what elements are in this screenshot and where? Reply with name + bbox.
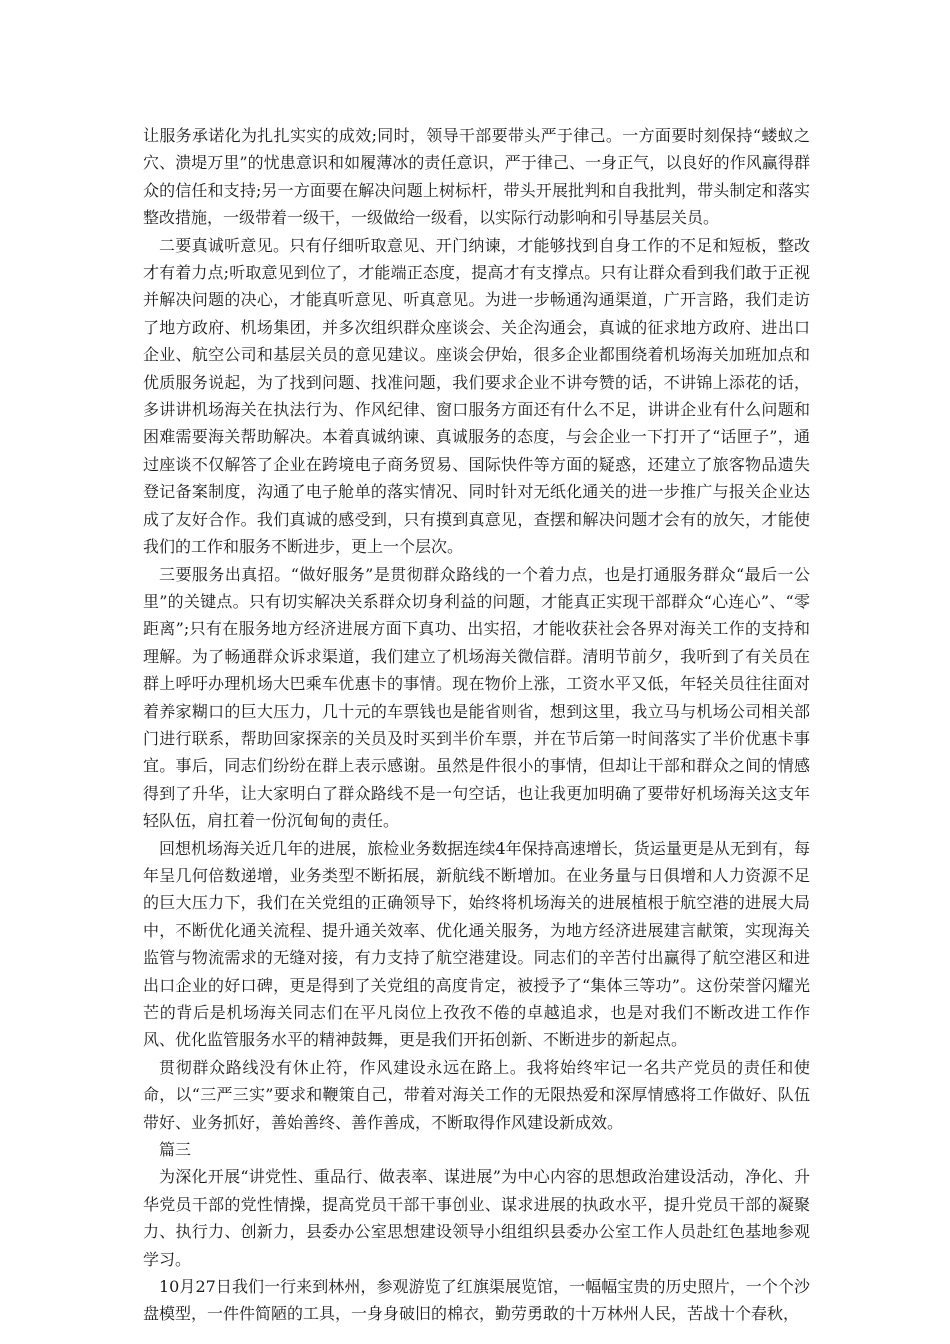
section-heading: 篇三 <box>159 1140 192 1160</box>
paragraph: 让服务承诺化为扎扎实实的成效;同时，领导干部要带头严于律己。一方面要时刻保持“蝼蚁之穴、溃堤万里”的忧患意识和如履薄冰的责任意识，严于律己、一身正气，以良好的作风赢得群众的信任和支持;另一方面要在解决问题上树标杆，带头开展批判和自我批判，带头制定和落实整改措施，一级带着一级干，一级做给一级看，以实际行动影响和引导基层关员。 <box>143 126 810 228</box>
paragraph: 三要服务出真招。“做好服务”是贯彻群众路线的一个着力点，也是打通服务群众“最后一公里”的关键点。只有切实解决关系群众切身利益的问题，才能真正实现干部群众“心连心”、“零距离”;只有在服务地方经济进展方面下真功、出实招，才能收获社会各界对海关工作的支持和理解。为了畅通群众诉求渠道，我们建立了机场海关微信群。清明节前夕，我听到了有关员在群上呼吁办理机场大巴乘车优惠卡的事情。现在物价上涨，工资水平又低，年轻关员往往面对着养家糊口的巨大压力，几十元的车票钱也是能省则省，想到这里，我立马与机场公司相关部门进行联系，帮助回家探亲的关员及时买到半价车票，并在节后第一时间落实了半价优惠卡事宜。事后，同志们纷纷在群上表示感谢。虽然是件很小的事情，但却让干部和群众之间的情感得到了升华，让大家明白了群众路线不是一句空话，也让我更加明确了要带好机场海关这支年轻队伍，肩扛着一份沉甸甸的责任。 <box>143 564 810 831</box>
paragraph: 为深化开展“讲党性、重品行、做表率、谋进展”为中心内容的思想政治建设活动，净化、升华党员干部的党性情操，提高党员干部干事创业、谋求进展的执政水平，提升党员干部的凝聚力、执行力、创新力，县委办公室思想建设领导小组组织县委办公室工作人员赴红色基地参观学习。 <box>143 1167 810 1269</box>
paragraph: 回想机场海关近几年的进展，旅检业务数据连续4年保持高速增长，货运量更是从无到有，每年呈几何倍数递增，业务类型不断拓展，新航线不断增加。在业务量与日俱增和人力资源不足的巨大压力下，我们在关党组的正确领导下，始终将机场海关的进展植根于航空港的进展大局中，不断优化通关流程、提升通关效率、优化通关服务，为地方经济进展建言献策，实现海关监管与物流需求的无缝对接，有力支持了航空港建设。同志们的辛苦付出赢得了航空港区和进出口企业的好口碑，更是得到了关党组的高度肯定，被授予了“集体三等功”。这份荣誉闪耀光芒的背后是机场海关同志们在平凡岗位上孜孜不倦的卓越追求，也是对我们不断改进工作作风、优化监管服务水平的精神鼓舞，更是我们开拓创新、不断进步的新起点。 <box>143 838 810 1050</box>
paragraph: 贯彻群众路线没有休止符，作风建设永远在路上。我将始终牢记一名共产党员的责任和使命，以“三严三实”要求和鞭策自己，带着对海关工作的无限热爱和深厚情感将工作做好、队伍带好、业务抓好，善始善终、善作善成，不断取得作风建设新成效。 <box>143 1057 810 1132</box>
paragraph: 二要真诚听意见。只有仔细听取意见、开门纳谏，才能够找到自身工作的不足和短板，整改才有着力点;听取意见到位了，才能端正态度，提高才有支撑点。只有让群众看到我们敢于正视并解决问题的决心，才能真听意见、听真意见。为进一步畅通沟通渠道，广开言路，我们走访了地方政府、机场集团，并多次组织群众座谈会、关企沟通会，真诚的征求地方政府、进出口企业、航空公司和基层关员的意见建议。座谈会伊始，很多企业都围绕着机场海关加班加点和优质服务说起，为了找到问题、找准问题，我们要求企业不讲夸赞的话，不讲锦上添花的话，多讲讲机场海关在执法行为、作风纪律、窗口服务方面还有什么不足，讲讲企业有什么问题和困难需要海关帮助解决。本着真诚纳谏、真诚服务的态度，与会企业一下打开了“话匣子”，通过座谈不仅解答了企业在跨境电子商务贸易、国际快件等方面的疑惑，还建立了旅客物品遗失登记备案制度，沟通了电子舱单的落实情况、同时针对无纸化通关的进一步推广与报关企业达成了友好合作。我们真诚的感受到，只有摸到真意见，查摆和解决问题才会有的放矢，才能使我们的工作和服务不断进步，更上一个层次。 <box>143 235 810 557</box>
paragraph: 10月27日我们一行来到林州，参观游览了红旗渠展览馆，一幅幅宝贵的历史照片，一个个沙盘模型，一件件简陋的工具，一身身破旧的棉衣，勤劳勇敢的十万林州人民，苦战十个春秋， <box>143 1277 810 1324</box>
document-body <box>143 122 810 1328</box>
